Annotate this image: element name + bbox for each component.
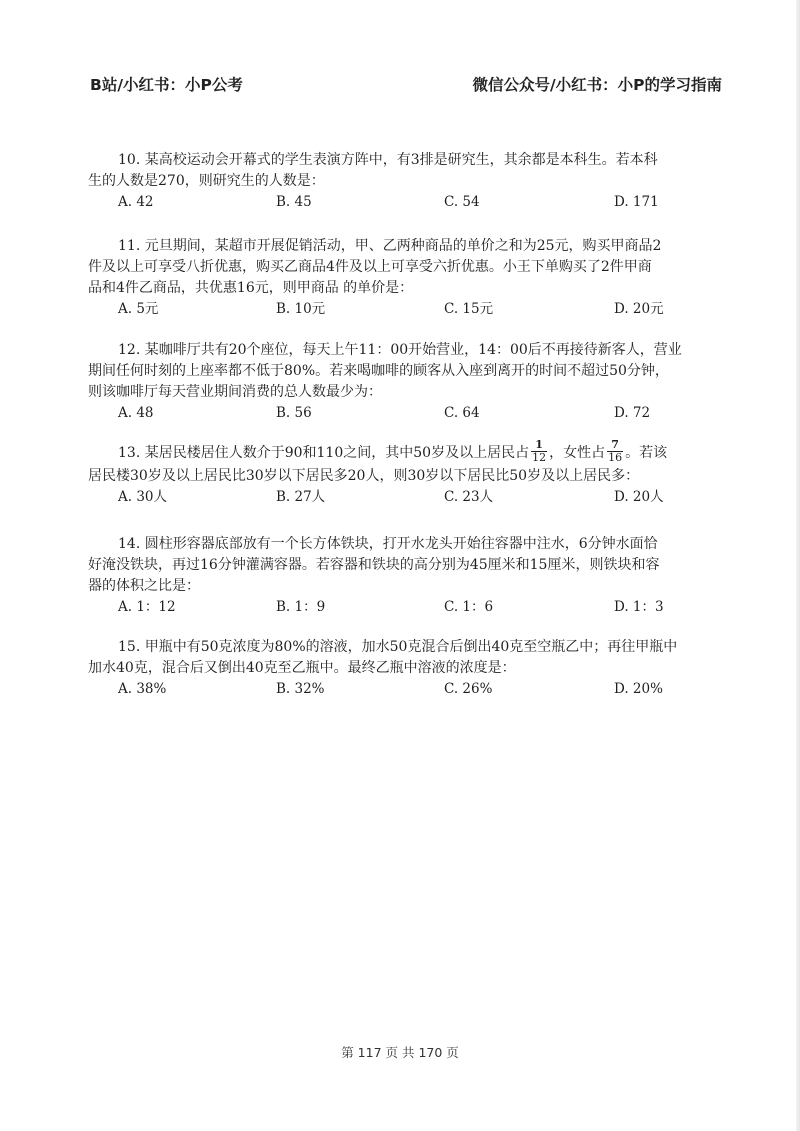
fraction-seven-sixteenths <box>607 439 623 464</box>
option-b[interactable]: B. 32% <box>276 681 325 697</box>
option-c[interactable]: C. 1：6 <box>444 599 494 615</box>
option-a[interactable]: A. 38% <box>118 681 167 697</box>
option-d[interactable]: D. 20人 <box>614 489 664 505</box>
question-text-line: 件及以上可享受八折优惠，购买乙商品4件及以上可享受六折优惠。小王下单购买了2件甲商 <box>88 259 652 275</box>
question-text-line: 10. 某高校运动会开幕式的学生表演方阵中，有3排是研究生，其余都是本科生。若本科 <box>118 152 658 168</box>
question-text-segment: 13. 某居民楼居住人数介于90和110之间，其中50岁及以上居民占 <box>118 445 530 461</box>
question-text-line: 期间任何时刻的上座率都不低于80%。若来喝咖啡的顾客从入座到离开的时间不超过50分钟， <box>88 363 669 379</box>
option-c[interactable]: C. 26% <box>444 681 493 697</box>
fraction-numerator: 1 <box>535 437 543 451</box>
question-12 <box>88 340 718 424</box>
header-right-text: 微信公众号/小红书：小P的学习指南 <box>472 76 722 94</box>
option-a[interactable]: A. 48 <box>118 405 154 421</box>
question-text-line: 居民楼30岁及以上居民比30岁以下居民多20人，则30岁以下居民比50岁及以上居民多： <box>88 468 640 484</box>
option-d[interactable]: D. 20元 <box>614 301 664 317</box>
question-text-line: 15. 甲瓶中有50克浓度为80%的溶液，加水50克混合后倒出40克至空瓶乙中；再往甲瓶中 <box>118 639 678 655</box>
question-10 <box>88 150 718 213</box>
question-text-segment: ，女性占 <box>549 445 606 461</box>
scan-edge-shadow <box>796 0 800 1131</box>
question-text-line: 14. 圆柱形容器底部放有一个长方体铁块，打开水龙头开始往容器中注水，6分钟水面恰 <box>118 536 658 552</box>
question-14 <box>88 534 718 618</box>
question-text-segment: 。若该 <box>625 445 668 461</box>
question-11 <box>88 236 718 320</box>
answer-options <box>118 679 718 700</box>
option-c[interactable]: C. 64 <box>444 405 480 421</box>
header-left-text: B站/小红书：小P公考 <box>90 76 243 94</box>
answer-options <box>118 403 718 424</box>
fraction-denominator: 12 <box>532 450 547 464</box>
page-header <box>90 73 722 95</box>
option-a[interactable]: A. 30人 <box>118 489 168 505</box>
option-d[interactable]: D. 72 <box>614 405 651 421</box>
option-a[interactable]: A. 1：12 <box>118 599 176 615</box>
option-b[interactable]: B. 45 <box>276 194 312 210</box>
question-text-line: 则该咖啡厅每天营业期间消费的总人数最少为： <box>88 384 382 400</box>
option-a[interactable]: A. 5元 <box>118 301 159 317</box>
fraction-numerator: 7 <box>611 437 619 451</box>
fraction-denominator: 16 <box>608 450 623 464</box>
answer-options <box>118 192 718 213</box>
question-text-line <box>118 437 718 466</box>
option-d[interactable]: D. 171 <box>614 194 659 210</box>
question-text-line: 器的体积之比是： <box>88 578 200 594</box>
question-text-line: 生的人数是270，则研究生的人数是： <box>88 173 325 189</box>
option-d[interactable]: D. 1：3 <box>614 599 664 615</box>
fraction-one-twelfth <box>531 439 547 464</box>
question-text-line: 11. 元旦期间，某超市开展促销活动，甲、乙两种商品的单价之和为25元，购买甲商品2 <box>118 238 662 254</box>
answer-options <box>118 487 718 508</box>
option-a[interactable]: A. 42 <box>118 194 154 210</box>
option-c[interactable]: C. 23人 <box>444 489 494 505</box>
option-b[interactable]: B. 1：9 <box>276 599 326 615</box>
option-c[interactable]: C. 54 <box>444 194 480 210</box>
question-13 <box>88 437 718 508</box>
page-footer: 第 117 页 共 170 页 <box>341 1045 459 1060</box>
question-text-line: 12. 某咖啡厅共有20个座位，每天上午11：00开始营业，14：00后不再接待新客人，营业 <box>118 342 682 358</box>
option-b[interactable]: B. 56 <box>276 405 312 421</box>
answer-options <box>118 299 718 320</box>
question-15 <box>88 637 718 700</box>
option-d[interactable]: D. 20% <box>614 681 663 697</box>
answer-options <box>118 597 718 618</box>
option-b[interactable]: B. 10元 <box>276 301 326 317</box>
option-b[interactable]: B. 27人 <box>276 489 326 505</box>
option-c[interactable]: C. 15元 <box>444 301 494 317</box>
question-text-line: 品和4件乙商品，共优惠16元，则甲商品 的单价是： <box>88 280 414 296</box>
question-text-line: 加水40克，混合后又倒出40克至乙瓶中。最终乙瓶中溶液的浓度是： <box>88 660 516 676</box>
question-text-line: 好淹没铁块，再过16分钟灌满容器。若容器和铁块的高分别为45厘米和15厘米，则铁块和容 <box>88 557 660 573</box>
